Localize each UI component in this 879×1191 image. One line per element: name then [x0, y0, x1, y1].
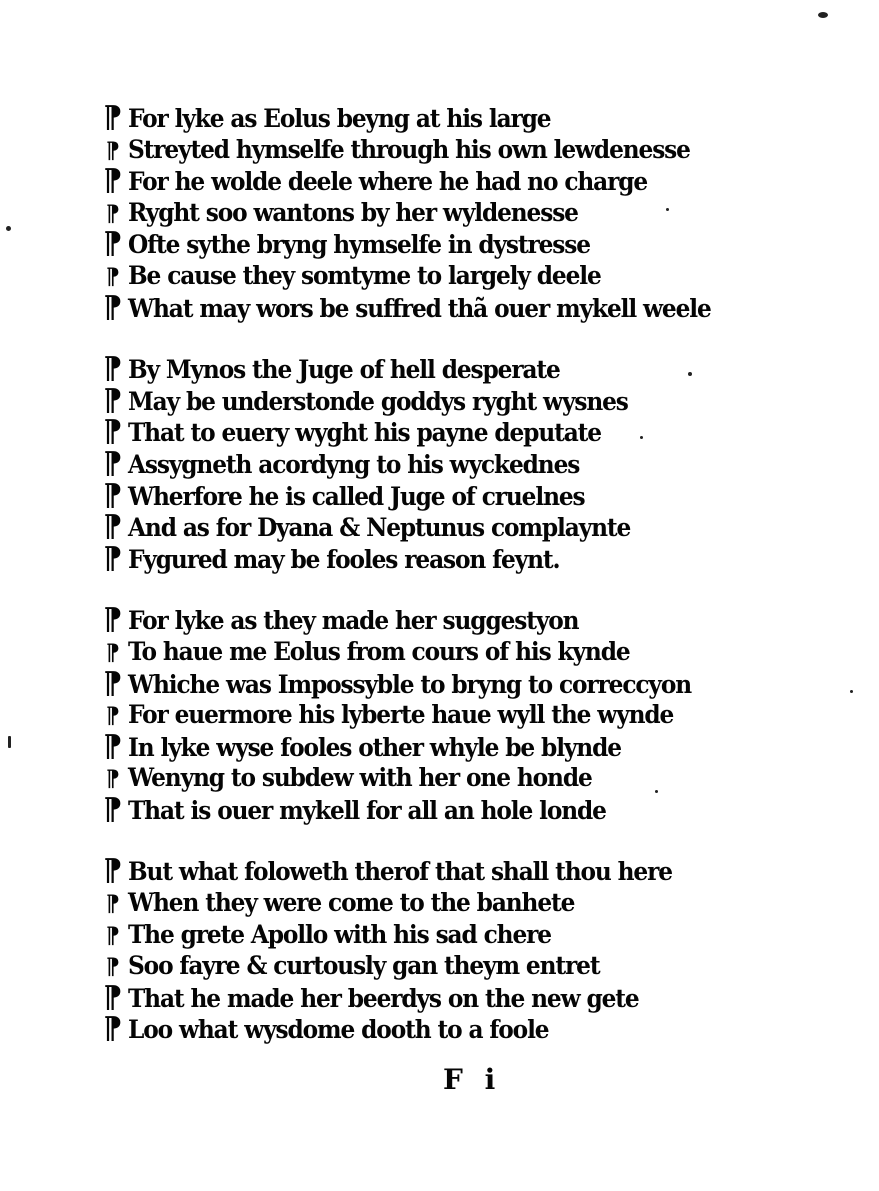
- verse-line-text: May be understonde goddys ryght wysnes: [128, 386, 628, 416]
- verse-line-text: That to euery wyght his payne deputate: [128, 418, 601, 448]
- verse-line: [98, 445, 718, 481]
- pilcrow-icon: ¶: [103, 728, 123, 764]
- verse-line: [98, 134, 718, 166]
- pilcrow-icon: ¶: [103, 1011, 123, 1047]
- pilcrow-icon: ¶: [103, 791, 123, 827]
- verse-line-text: For lyke as they made her suggestyon: [128, 606, 579, 636]
- pilcrow-icon: ¶: [103, 477, 123, 513]
- pilcrow-icon: ¶: [103, 509, 123, 545]
- verse-line: [98, 919, 718, 951]
- stanza-3: [98, 604, 718, 825]
- verse-line-text: Whiche was Impossyble to bryng to correccyon: [128, 669, 692, 699]
- verse-line-text: Soo fayre & curtously gan theym entret: [128, 951, 600, 981]
- verse-line-text: Ryght soo wantons by her wyldenesse: [128, 197, 578, 227]
- pilcrow-icon: ¶: [103, 351, 123, 387]
- verse-line: [98, 477, 718, 513]
- scan-speck: [666, 208, 669, 211]
- verse-line-text: For euermore his lyberte haue wyll the wynde: [128, 700, 674, 730]
- pilcrow-icon: ¶: [106, 891, 120, 918]
- scan-speck: [850, 690, 853, 693]
- pilcrow-icon: ¶: [103, 853, 123, 889]
- verse-line: [98, 102, 718, 134]
- verse-line-text: For he wolde deele where he had no charge: [128, 167, 648, 197]
- verse-line: [98, 289, 718, 325]
- pilcrow-icon: ¶: [103, 163, 123, 199]
- verse-line: [98, 979, 718, 1015]
- verse-line-text: And as for Dyana & Neptunus complaynte: [128, 513, 631, 543]
- verse-line: [98, 728, 718, 764]
- pilcrow-icon: ¶: [106, 766, 120, 793]
- pilcrow-icon: ¶: [103, 445, 123, 481]
- verse-line-text: Streyted hymselfe through his own lewdenesse: [128, 134, 690, 164]
- scan-speck: [6, 226, 11, 231]
- scan-speck: [655, 790, 658, 793]
- verse-line-text: Wenyng to subdew with her one honde: [128, 763, 592, 793]
- pilcrow-icon: ¶: [103, 289, 123, 325]
- verse-line-text: What may wors be suffred thã ouer mykell weele: [128, 293, 711, 323]
- verse-line: [98, 197, 718, 229]
- pilcrow-icon: ¶: [103, 226, 123, 262]
- verse-line-text: That is ouer mykell for all an hole londe: [128, 795, 606, 825]
- verse-line-text: Be cause they somtyme to largely deele: [128, 260, 601, 290]
- verse-line: [98, 540, 718, 576]
- verse-line-text: The grete Apollo with his sad chere: [128, 919, 551, 949]
- pilcrow-icon: ¶: [106, 954, 120, 981]
- verse-line: [98, 260, 718, 292]
- pilcrow-icon: ¶: [106, 137, 120, 164]
- pilcrow-icon: ¶: [103, 100, 123, 135]
- verse-line-text: To haue me Eolus from cours of his kynde: [128, 636, 630, 666]
- scan-speck: [688, 372, 692, 376]
- verse-line-text: By Mynos the Juge of hell desperate: [128, 355, 560, 385]
- pilcrow-icon: ¶: [103, 414, 123, 450]
- verse-line-text: But what foloweth therof that shall thou here: [128, 857, 672, 887]
- pilcrow-icon: ¶: [106, 922, 120, 949]
- verse-line-text: Fygured may be fooles reason feynt.: [128, 544, 560, 574]
- pilcrow-icon: ¶: [103, 382, 123, 418]
- verse-line: [98, 791, 718, 827]
- verse-line: [98, 604, 718, 636]
- scan-speck: [8, 736, 11, 748]
- verse-line: [98, 636, 718, 668]
- scan-speck: [640, 436, 643, 439]
- pilcrow-icon: ¶: [103, 602, 123, 638]
- verse-line-text: That he made her beerdys on the new gete: [128, 983, 639, 1013]
- pilcrow-icon: ¶: [103, 665, 123, 701]
- verse-line: [98, 416, 718, 448]
- pilcrow-icon: ¶: [106, 200, 120, 227]
- verse-line: [98, 228, 718, 260]
- pilcrow-icon: ¶: [106, 703, 120, 730]
- verse-line-text: Assygneth acordyng to his wyckednes: [128, 449, 580, 479]
- verse-line-text: For lyke as Eolus beyng at his large: [128, 104, 551, 133]
- verse-line-text: Wherfore he is called Juge of cruelnes: [128, 481, 585, 511]
- verse-line: [98, 511, 718, 543]
- pilcrow-icon: ¶: [106, 639, 120, 666]
- verse-line-text: When they were come to the banhete: [128, 888, 575, 918]
- verse-line: [98, 950, 718, 982]
- stanza-4: [98, 855, 718, 1045]
- verse-line: [98, 855, 718, 887]
- pilcrow-icon: ¶: [106, 263, 120, 290]
- pilcrow-icon: ¶: [103, 540, 123, 576]
- scan-speck: [818, 12, 828, 18]
- verse-line: [98, 887, 718, 919]
- pilcrow-icon: ¶: [103, 979, 123, 1015]
- signature-mark: F i: [443, 1063, 502, 1096]
- verse-line: [98, 762, 718, 794]
- verse-line: [98, 353, 718, 385]
- verse-line-text: Loo what wysdome dooth to a foole: [128, 1015, 549, 1045]
- verse-line: [98, 665, 718, 701]
- verse-line: [98, 699, 718, 731]
- verse-line: [98, 165, 718, 197]
- stanza-1: [98, 102, 718, 323]
- verse-line-text: In lyke wyse fooles other whyle be blynde: [128, 732, 621, 762]
- verse-line: [98, 382, 718, 418]
- verse-text-block: [98, 102, 718, 1045]
- stanza-2: [98, 353, 718, 574]
- verse-line-text: Ofte sythe bryng hymselfe in dystresse: [128, 230, 590, 260]
- verse-line: [98, 1013, 718, 1045]
